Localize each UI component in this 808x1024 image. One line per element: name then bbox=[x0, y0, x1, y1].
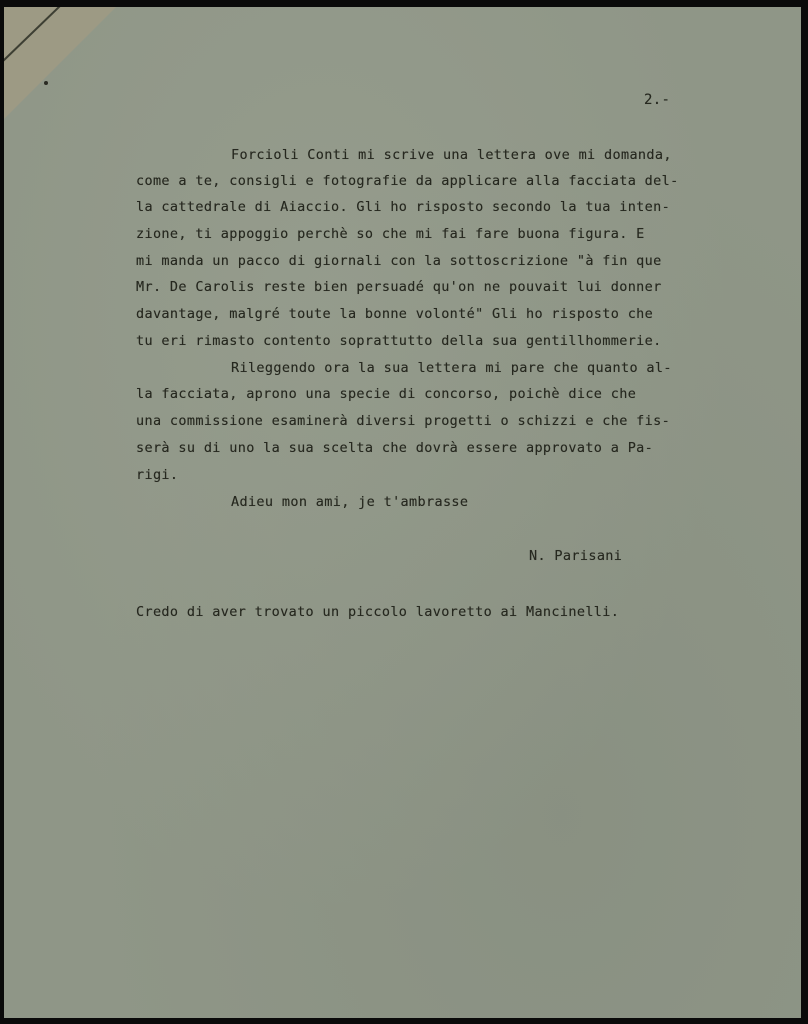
paragraph-2-line-5: rigi. bbox=[136, 467, 179, 483]
paragraph-1-line-7: davantage, malgré toute la bonne volonté" Gli ho risposto che bbox=[136, 306, 654, 322]
postscript: Credo di aver trovato un piccolo lavoretto ai Mancinelli. bbox=[136, 604, 620, 620]
folded-corner bbox=[4, 7, 116, 119]
paragraph-2-line-3: una commissione esaminerà diversi progetti o schizzi e che fis- bbox=[136, 413, 671, 429]
staple-hole-mark bbox=[44, 81, 48, 85]
paragraph-1-line-8: tu eri rimasto contento soprattutto della sua gentillhommerie. bbox=[136, 333, 662, 349]
page-number: 2.- bbox=[644, 92, 671, 108]
paragraph-1-line-3: la cattedrale di Aiaccio. Gli ho risposto secondo la tua inten- bbox=[136, 199, 671, 215]
paragraph-1-line-4: zione, ti appoggio perchè so che mi fai fare buona figura. E bbox=[136, 226, 645, 242]
paragraph-2-line-1: Rileggendo ora la sua lettera mi pare che quanto al- bbox=[231, 360, 672, 376]
closing-line: Adieu mon ami, je t'ambrasse bbox=[231, 494, 469, 510]
paragraph-2-line-4: serà su di uno la sua scelta che dovrà essere approvato a Pa- bbox=[136, 440, 654, 456]
typewritten-letter-page bbox=[4, 7, 801, 1018]
signature: N. Parisani bbox=[529, 548, 623, 564]
paragraph-1-line-6: Mr. De Carolis reste bien persuadé qu'on ne pouvait lui donner bbox=[136, 279, 662, 295]
paragraph-1-line-5: mi manda un pacco di giornali con la sottoscrizione "à fin que bbox=[136, 253, 662, 269]
paragraph-2-line-2: la facciata, aprono una specie di concorso, poichè dice che bbox=[136, 386, 637, 402]
paragraph-1-line-2: come a te, consigli e fotografie da applicare alla facciata del- bbox=[136, 173, 679, 189]
paragraph-1-line-1: Forcioli Conti mi scrive una lettera ove mi domanda, bbox=[231, 147, 672, 163]
